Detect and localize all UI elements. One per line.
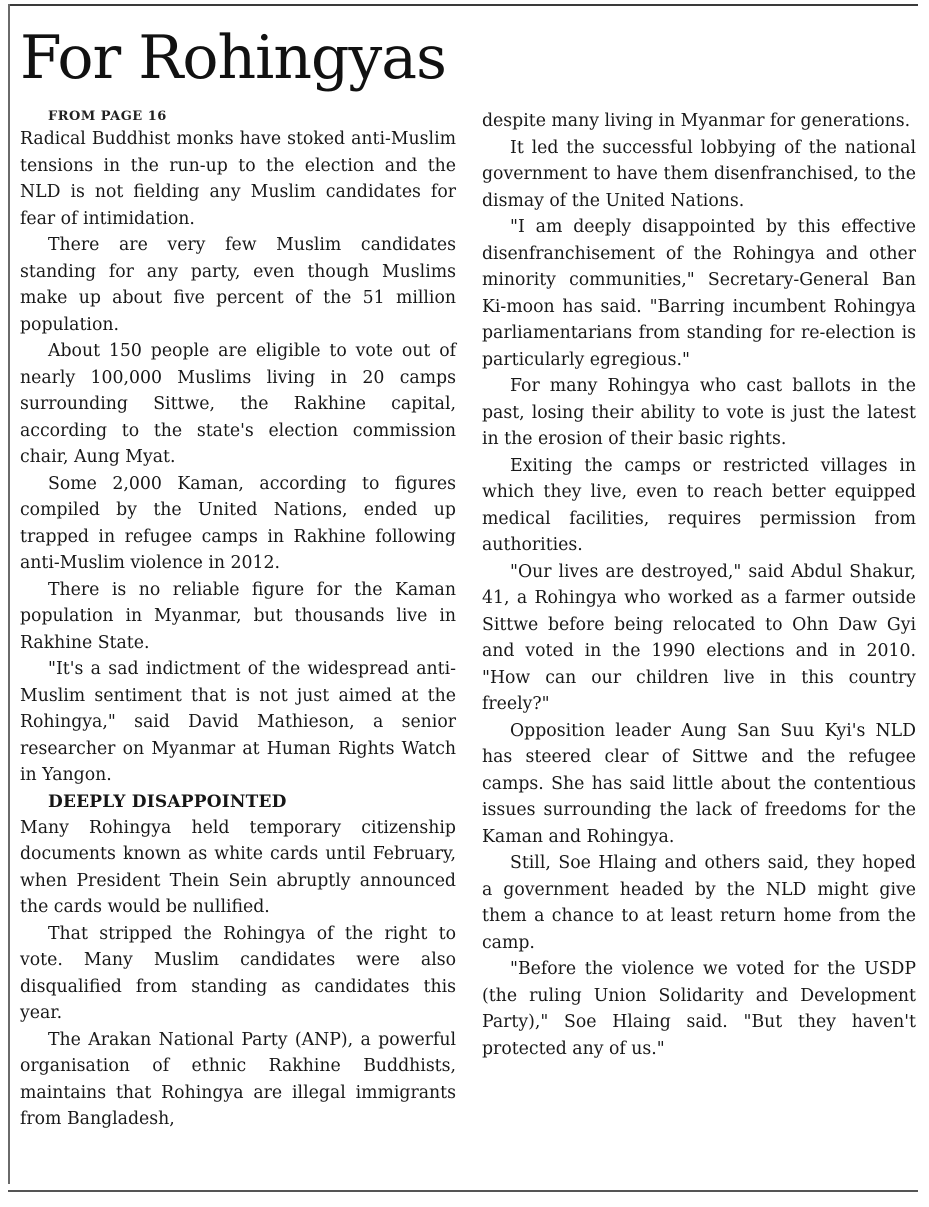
- paragraph: The Arakan National Party (ANP), a powerful organisation of ethnic Rakhine Buddhists, maintains that Rohingya are illegal immigrants from Bangladesh,: [20, 1029, 456, 1129]
- paragraph: "Before the violence we voted for the USDP (the ruling Union Solidarity and Development Party)," Soe Hlaing said. "But they haven't protected any of us.": [482, 959, 916, 1059]
- paragraph: About 150 people are eligible to vote out of nearly 100,000 Muslims living in 20 camps surrounding Sittwe, the Rakhine capital, according to the state's election commission chair, Aung Myat.: [20, 341, 456, 467]
- bottom-rule: [8, 1190, 918, 1192]
- paragraph: Still, Soe Hlaing and others said, they hoped a government headed by the NLD might give them a chance to at least return home from the camp.: [482, 853, 916, 953]
- subhead: DEEPLY DISAPPOINTED: [48, 791, 287, 812]
- paragraph-continuation: despite many living in Myanmar for generations.: [482, 111, 911, 131]
- left-rule: [8, 4, 10, 1184]
- top-rule: [8, 4, 918, 6]
- paragraph: "It's a sad indictment of the widespread anti-Muslim sentiment that is not just aimed at the Rohingya," said David Mathieson, a senior researcher on Myanmar at Human Rights Watch in Yangon.: [20, 659, 456, 785]
- paragraph: Many Rohingya held temporary citizenship documents known as white cards until February, when President Thein Sein abruptly announced the cards would be nullified.: [20, 817, 456, 917]
- paragraph: There are very few Muslim candidates standing for any party, even though Muslims make up about five percent of the 51 million population.: [20, 235, 456, 335]
- paragraph: For many Rohingya who cast ballots in the past, losing their ability to vote is just the latest in the erosion of their basic rights.: [482, 376, 916, 449]
- paragraph: There is no reliable figure for the Kaman population in Myanmar, but thousands live in Rakhine State.: [20, 579, 456, 653]
- paragraph: That stripped the Rohingya of the right to vote. Many Muslim candidates were also disqualified from standing as candidates this year.: [20, 923, 456, 1023]
- paragraph: It led the successful lobbying of the national government to have them disenfranchised, to the dismay of the United Nations.: [482, 137, 916, 211]
- paragraph: Exiting the camps or restricted villages in which they live, even to reach better equipped medical facilities, requires permission from authorities.: [482, 455, 916, 555]
- right-column: [482, 108, 916, 1062]
- left-column: [20, 108, 456, 1133]
- paragraph: "Our lives are destroyed," said Abdul Shakur, 41, a Rohingya who worked as a farmer outside Sittwe before being relocated to Ohn Daw Gyi and voted in the 1990 elections and in 2010. "How can our children live in this country freely?": [482, 561, 916, 714]
- paragraph: Opposition leader Aung San Suu Kyi's NLD has steered clear of Sittwe and the refugee camps. She has said little about the contentious issues surrounding the lack of freedoms for the Kaman and Rohingya.: [482, 720, 916, 847]
- paragraph: Some 2,000 Kaman, according to figures compiled by the United Nations, ended up trapped in refugee camps in Rakhine following anti-Muslim violence in 2012.: [20, 473, 456, 573]
- paragraph: "I am deeply disappointed by this effective disenfranchisement of the Rohingya and other minority communities," Secretary-General Ban Ki-moon has said. "Barring incumbent Rohingya parliamentarians from standing for re-election is particularly egregious.": [482, 217, 916, 370]
- jump-line: FROM PAGE 16: [48, 109, 167, 124]
- paragraph: Radical Buddhist monks have stoked anti-Muslim tensions in the run-up to the election and the NLD is not fielding any Muslim candidates for fear of intimidation.: [20, 129, 456, 229]
- headline: For Rohingyas: [20, 23, 446, 93]
